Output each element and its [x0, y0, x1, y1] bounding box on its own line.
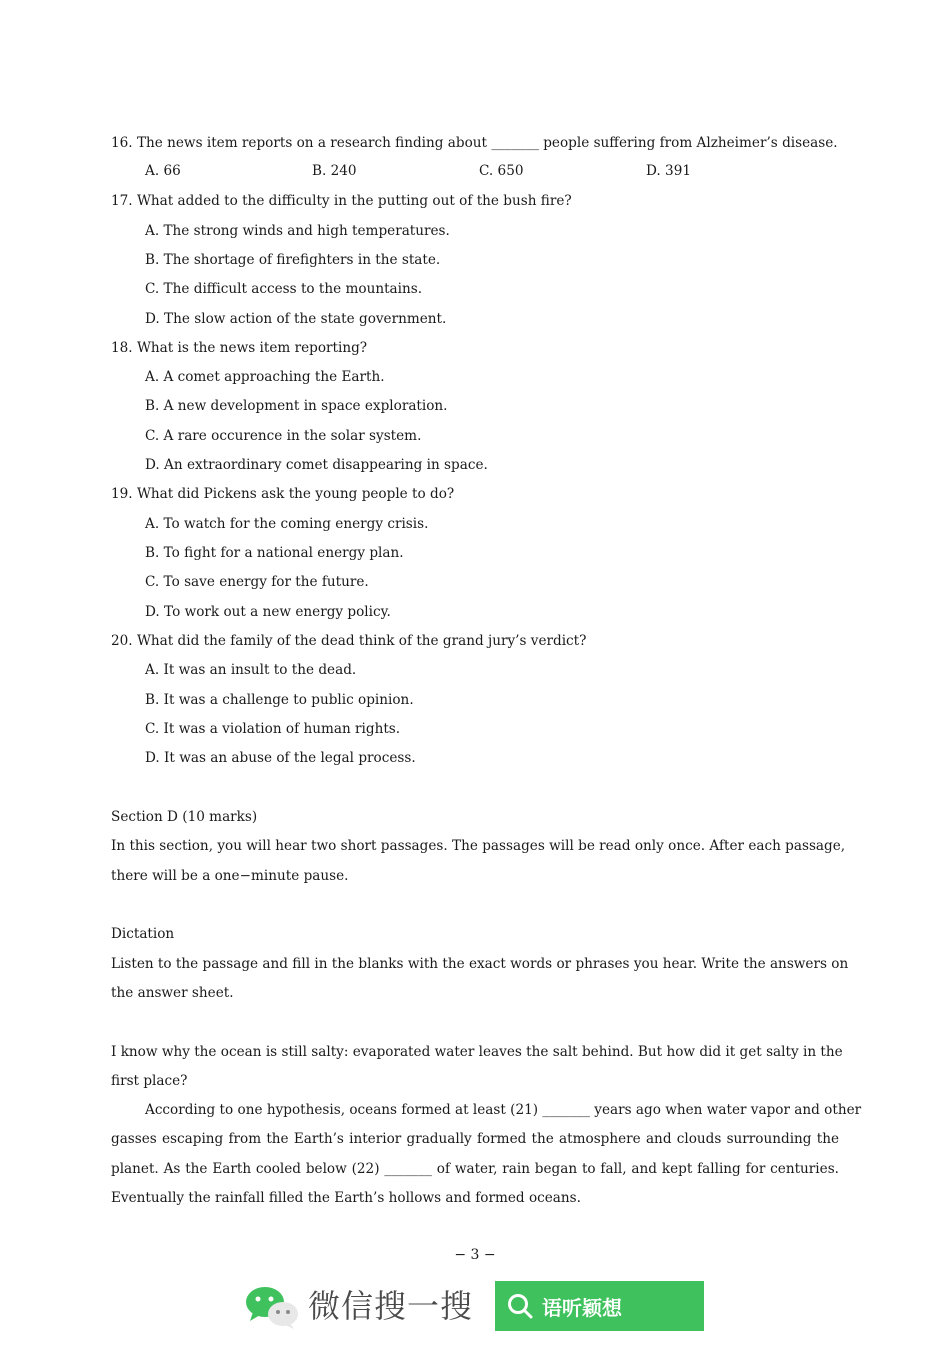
question-16-choice-b: B. 240 — [312, 163, 357, 179]
question-19-option-d: D. To work out a new energy policy. — [145, 604, 391, 620]
question-17-option-b: B. The shortage of firefighters in the state. — [145, 252, 441, 268]
question-20-option-b: B. It was a challenge to public opinion. — [145, 692, 414, 708]
question-16-stem: 16. The news item reports on a research finding about _______ people suffering from Alzheimer’s disease. — [111, 135, 838, 151]
question-19-option-c: C. To save energy for the future. — [145, 574, 369, 590]
question-17-option-a: A. The strong winds and high temperatures. — [145, 223, 450, 239]
section-d-heading: Section D (10 marks) — [111, 809, 258, 825]
question-16-choice-c: C. 650 — [479, 163, 524, 179]
section-d-instruction-line-1: In this section, you will hear two short passages. The passages will be read only once. After each passage, — [111, 838, 846, 854]
question-20-stem: 20. What did the family of the dead think of the grand jury’s verdict? — [111, 633, 587, 649]
question-17-stem: 17. What added to the difficulty in the putting out of the bush fire? — [111, 193, 572, 209]
question-16-choice-d: D. 391 — [646, 163, 692, 179]
wechat-search-query: 语听颖想 — [542, 1295, 622, 1320]
wechat-search-brand-text: 微信搜一搜 — [308, 1287, 474, 1325]
question-19-option-a: A. To watch for the coming energy crisis. — [145, 516, 429, 532]
question-18-option-c: C. A rare occurence in the solar system. — [145, 428, 422, 444]
passage-paragraph-2-line-1: According to one hypothesis, oceans formed at least (21) _______ years ago when water vapor and other — [145, 1102, 862, 1118]
passage-paragraph-1-line-2: first place? — [111, 1073, 188, 1089]
passage-paragraph-2-line-3: planet. As the Earth cooled below (22) _______ of water, rain began to fall, and kept falling for centuries. — [111, 1161, 839, 1177]
question-16-choice-a: A. 66 — [145, 163, 181, 179]
dictation-heading: Dictation — [111, 926, 175, 942]
passage-paragraph-2-line-2: gasses escaping from the Earth’s interior gradually formed the atmosphere and clouds surrounding the — [111, 1131, 839, 1147]
question-20-option-c: C. It was a violation of human rights. — [145, 721, 401, 737]
page-number: − 3 − — [454, 1247, 496, 1263]
wechat-icon — [244, 1284, 300, 1330]
section-d-instruction-line-2: there will be a one−minute pause. — [111, 868, 349, 884]
question-20-option-a: A. It was an insult to the dead. — [145, 662, 357, 678]
passage-paragraph-1-line-1: I know why the ocean is still salty: evaporated water leaves the salt behind. But how did it get salty in the — [111, 1044, 843, 1060]
question-18-option-d: D. An extraordinary comet disappearing in space. — [145, 457, 488, 473]
dictation-instruction-line-2: the answer sheet. — [111, 985, 234, 1001]
passage-paragraph-2-line-4: Eventually the rainfall filled the Earth’s hollows and formed oceans. — [111, 1190, 581, 1206]
magnifier-icon — [507, 1293, 533, 1319]
question-17-option-c: C. The difficult access to the mountains. — [145, 281, 423, 297]
dictation-instruction-line-1: Listen to the passage and fill in the blanks with the exact words or phrases you hear. Write the answers on — [111, 956, 849, 972]
question-16-choices — [145, 162, 825, 180]
question-19-stem: 19. What did Pickens ask the young people to do? — [111, 486, 455, 502]
question-19-option-b: B. To fight for a national energy plan. — [145, 545, 404, 561]
question-18-option-b: B. A new development in space exploration. — [145, 398, 448, 414]
question-17-option-d: D. The slow action of the state government. — [145, 311, 447, 327]
question-20-option-d: D. It was an abuse of the legal process. — [145, 750, 416, 766]
question-18-option-a: A. A comet approaching the Earth. — [145, 369, 385, 385]
question-18-stem: 18. What is the news item reporting? — [111, 340, 368, 356]
wechat-search-box[interactable] — [495, 1281, 704, 1331]
